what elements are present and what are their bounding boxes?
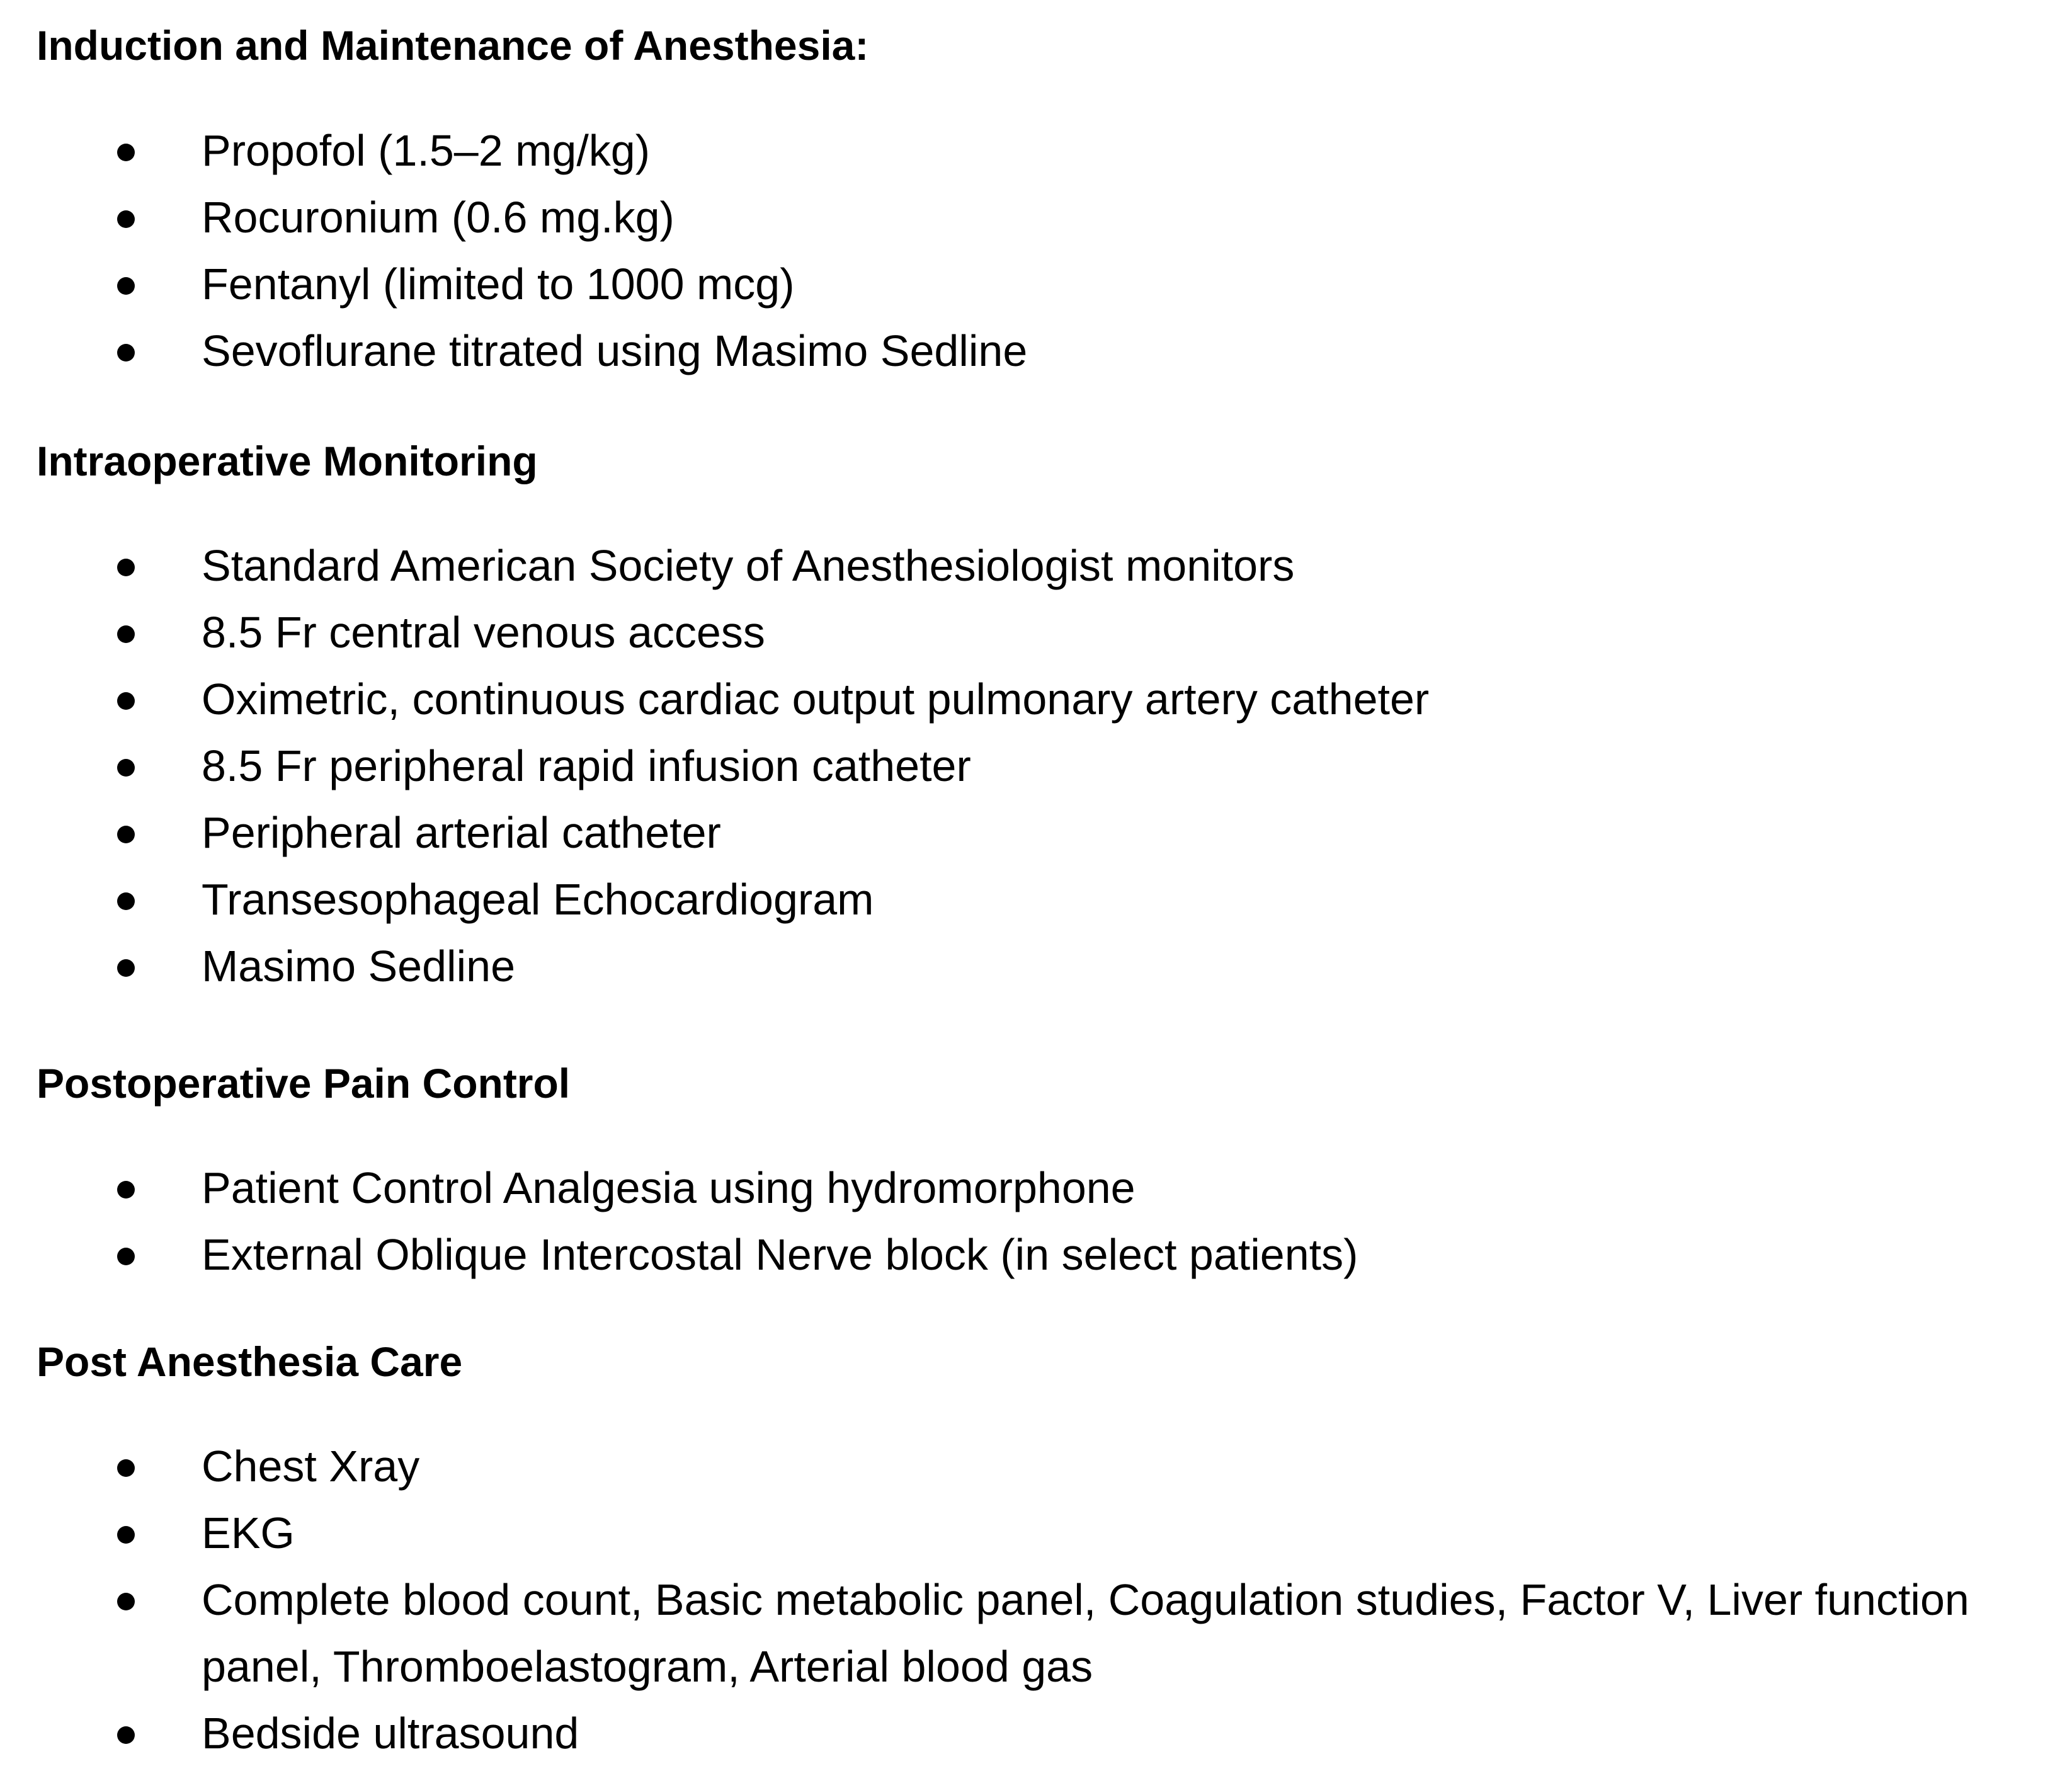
list-item: Bedside ultrasound: [37, 1700, 2052, 1767]
bullet-icon: [37, 532, 202, 599]
list-item: Rocuronium (0.6 mg.kg): [37, 184, 1027, 251]
bullet-icon: [37, 1154, 202, 1221]
list-item: EKG: [37, 1500, 2052, 1566]
bullet-icon: [37, 1221, 202, 1288]
list-item: Peripheral arterial catheter: [37, 799, 1429, 866]
bullet-icon: [37, 933, 202, 999]
induction-list: [37, 117, 1027, 384]
section-title-postoperative-pain: Postoperative Pain Control: [37, 1060, 571, 1107]
list-item: Complete blood count, Basic metabolic panel, Coagulation studies, Factor V, Liver function panel, Thromboelastogram, Arterial blood gas: [37, 1566, 2052, 1700]
section-title-post-anesthesia: Post Anesthesia Care: [37, 1338, 463, 1385]
bullet-icon: [37, 866, 202, 933]
section-title-induction: Induction and Maintenance of Anesthesia:: [37, 22, 869, 69]
intraoperative-list: [37, 532, 1429, 999]
bullet-icon: [37, 251, 202, 317]
bullet-icon: [37, 732, 202, 799]
bullet-icon: [37, 799, 202, 866]
bullet-icon: [37, 1700, 202, 1767]
bullet-icon: [37, 184, 202, 251]
bullet-icon: [37, 1566, 202, 1633]
list-item: Oximetric, continuous cardiac output pulmonary artery catheter: [37, 666, 1429, 732]
bullet-icon: [37, 1500, 202, 1566]
list-item: Standard American Society of Anesthesiologist monitors: [37, 532, 1429, 599]
list-item: Fentanyl (limited to 1000 mcg): [37, 251, 1027, 317]
list-item: External Oblique Intercostal Nerve block (in select patients): [37, 1221, 1358, 1288]
list-item: Chest Xray: [37, 1433, 2052, 1500]
bullet-icon: [37, 1433, 202, 1500]
bullet-icon: [37, 599, 202, 666]
post-anesthesia-list: [37, 1433, 2052, 1767]
bullet-icon: [37, 317, 202, 384]
list-item: Transesophageal Echocardiogram: [37, 866, 1429, 933]
list-item: 8.5 Fr peripheral rapid infusion catheter: [37, 732, 1429, 799]
list-item: Sevoflurane titrated using Masimo Sedline: [37, 317, 1027, 384]
list-item: Patient Control Analgesia using hydromorphone: [37, 1154, 1358, 1221]
postoperative-pain-list: [37, 1154, 1358, 1288]
list-item: Propofol (1.5–2 mg/kg): [37, 117, 1027, 184]
section-title-intraoperative: Intraoperative Monitoring: [37, 438, 538, 484]
bullet-icon: [37, 666, 202, 732]
bullet-icon: [37, 117, 202, 184]
list-item: Masimo Sedline: [37, 933, 1429, 999]
list-item: 8.5 Fr central venous access: [37, 599, 1429, 666]
